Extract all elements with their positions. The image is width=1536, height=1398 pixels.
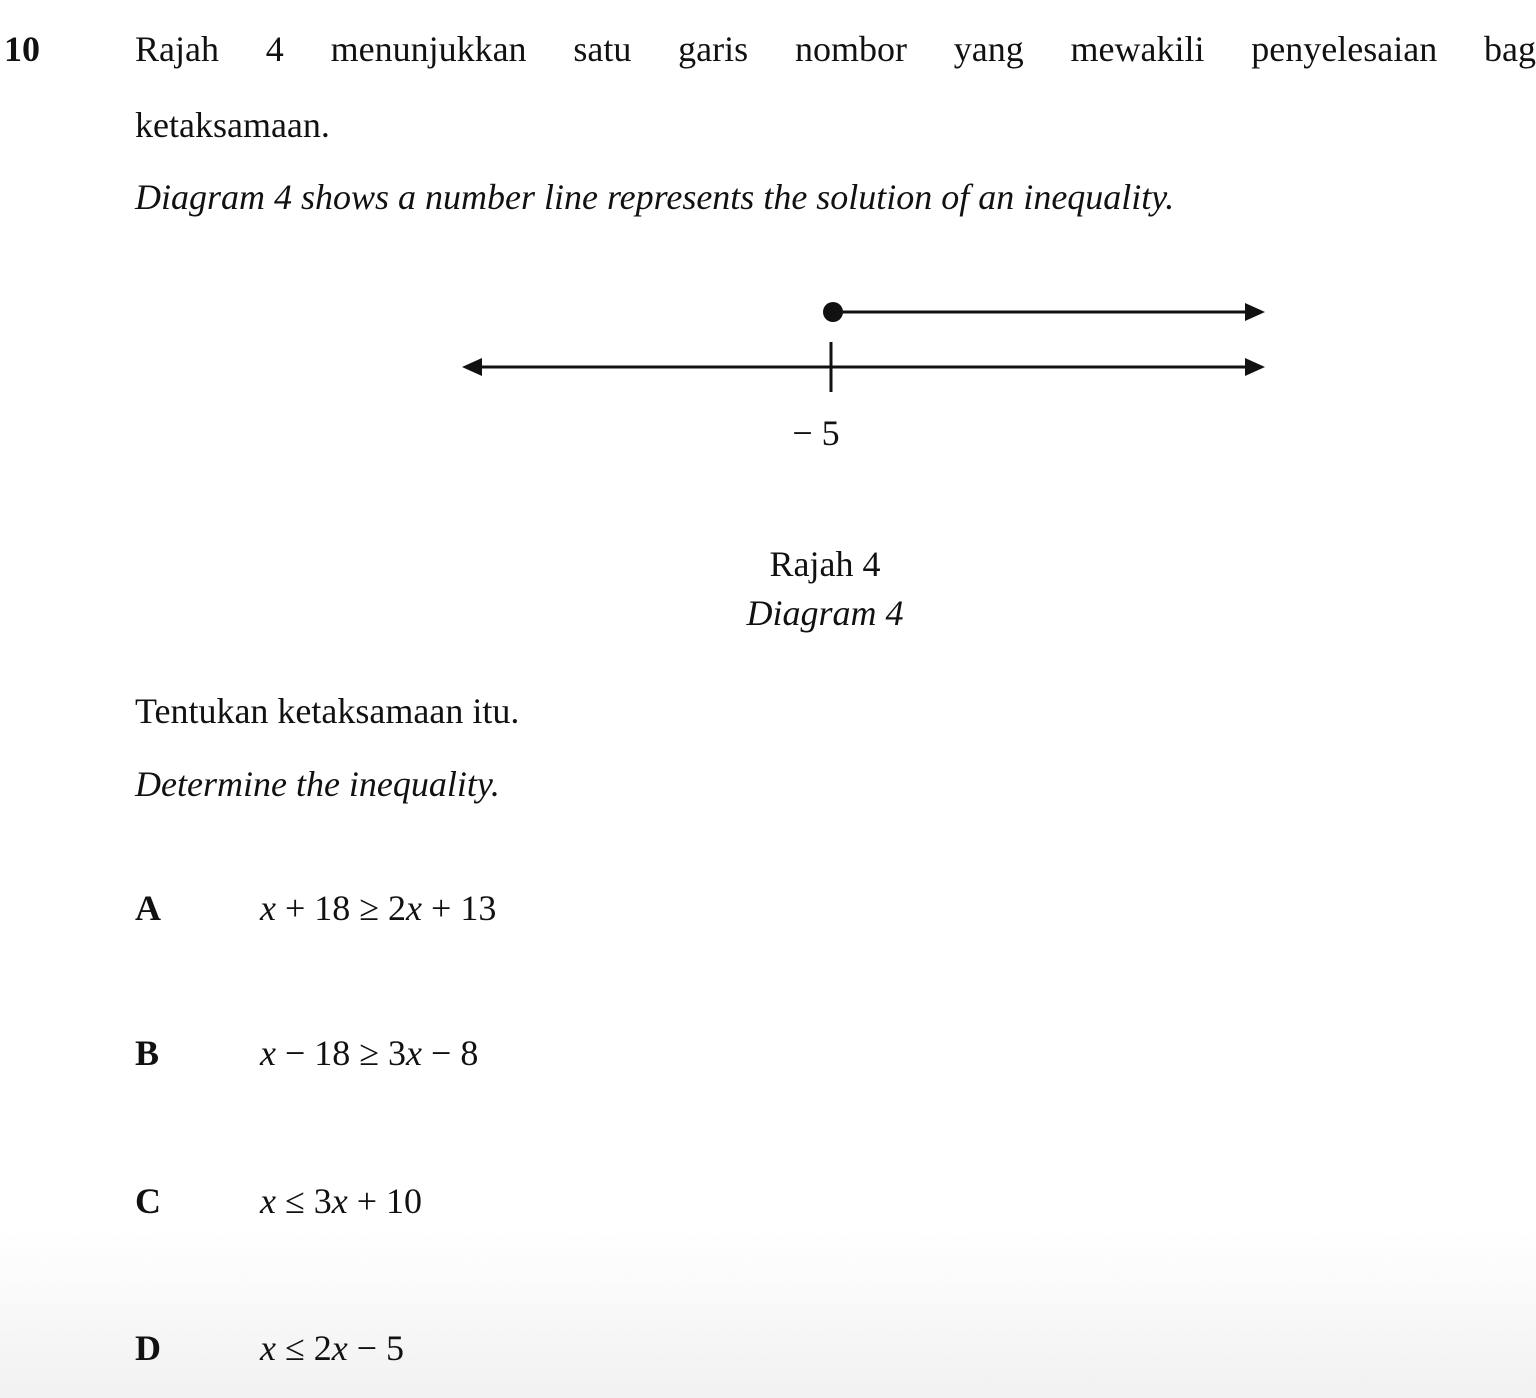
question-stem-malay-line1: Rajah 4 menunjukkan satu garis nombor yang mewakili penyelesaian bag: [135, 29, 1536, 69]
question-stem-english: Diagram 4 shows a number line represents the solution of an inequality.: [135, 177, 1175, 217]
closed-circle-endpoint: [823, 302, 843, 322]
option-a-letter[interactable]: A: [135, 888, 161, 928]
option-c-expression[interactable]: x ≤ 3x + 10: [260, 1181, 423, 1221]
axis-left-arrowhead: [462, 358, 482, 376]
question-number: 10: [4, 29, 40, 69]
question-stem-malay-line2: ketaksamaan.: [135, 105, 330, 145]
tick-label: − 5: [792, 413, 840, 453]
solution-ray-arrowhead: [1245, 303, 1265, 321]
instruction-english: Determine the inequality.: [135, 764, 500, 804]
diagram-caption-malay: Rajah 4: [769, 544, 881, 584]
option-d-letter[interactable]: D: [135, 1328, 161, 1368]
option-a-expression[interactable]: x + 18 ≥ 2x + 13: [260, 888, 497, 928]
option-b-expression[interactable]: x − 18 ≥ 3x − 8: [260, 1033, 479, 1073]
diagram-caption-english: Diagram 4: [746, 593, 904, 633]
option-c-letter[interactable]: C: [135, 1181, 161, 1221]
number-line-diagram: [450, 285, 1280, 465]
option-d-expression[interactable]: x ≤ 2x − 5: [260, 1328, 405, 1368]
axis-right-arrowhead: [1245, 358, 1265, 376]
instruction-malay: Tentukan ketaksamaan itu.: [135, 691, 520, 731]
option-b-letter[interactable]: B: [135, 1033, 160, 1073]
